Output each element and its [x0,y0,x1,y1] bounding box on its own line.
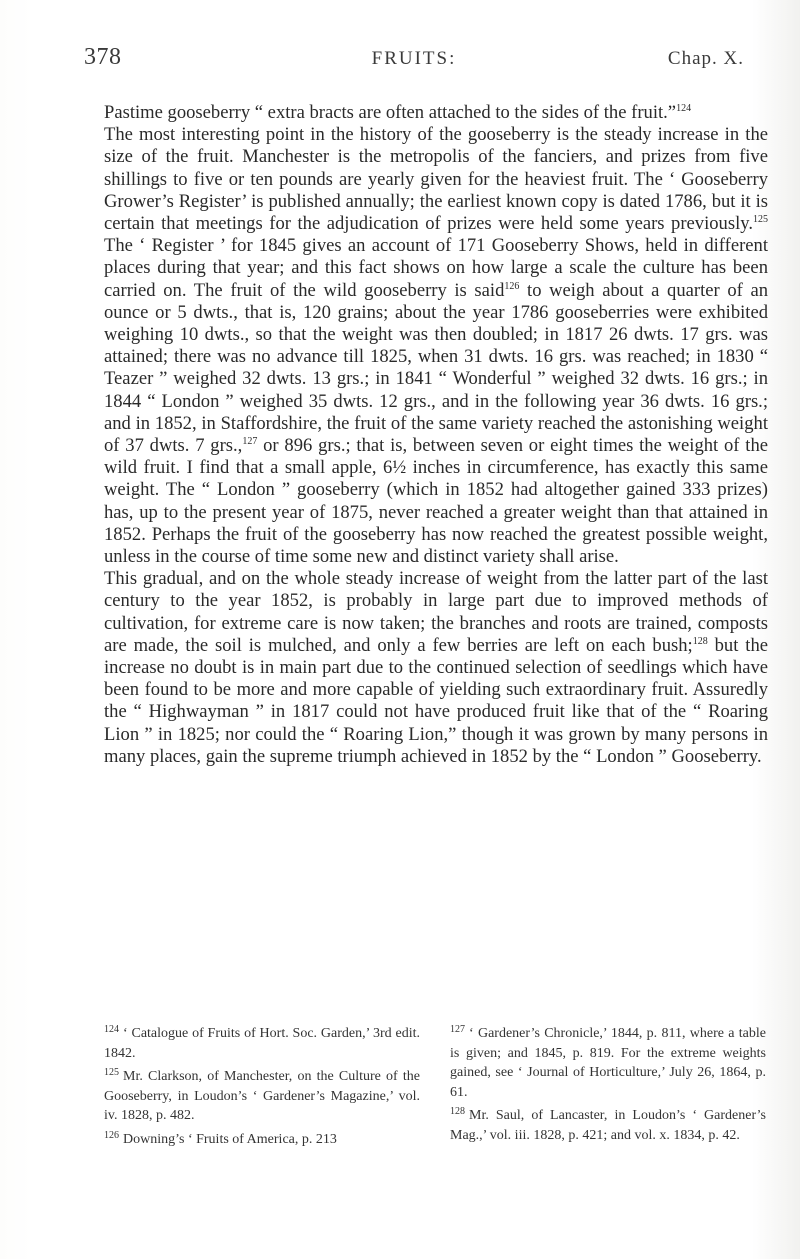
text-run: Pastime gooseberry “ extra bracts are often attached to the sides of the fruit.” [104,102,677,123]
footnote [450,1020,766,1102]
text-run: The ‘ Register ’ for 1845 gives an account of 171 Gooseberry Shows, held in different places during that year; and this fact shows on how large a scale the culture has been carried on. The fruit of the wild gooseberry is said [104,235,768,301]
chapter-label: Chap. X. [667,48,744,69]
footnote-text: ‘ Gardener’s Chronicle,’ 1844, p. 811, where a table is given; and 1845, p. 819. For the extreme weights gained, see ‘ Journal of Horticulture,’ July 26, 1864, p. 61. [450,1026,766,1100]
footnote-number: 126 [104,1129,119,1141]
footnote [450,1102,766,1145]
footnote-text: Mr. Clarkson, of Manchester, on the Culture of the Gooseberry, in Loudon’s ‘ Gardener’s Magazine,’ vol. iv. 1828, p. 482. [104,1069,420,1124]
footnote-ref: 125 [753,214,768,226]
footnotes-right-column [450,1020,766,1146]
footnote-ref: 128 [692,635,708,647]
page-number: 378 [84,44,122,70]
text-run: to weigh about a quarter of an ounce or 5 dwts., that is, 120 grains; about the year 1786 gooseberries were exhibited weighing 10 dwts., so that the weight was then doubled; in 1817 26 dwts. 17 grs. was attained; there was no advance till 1825, when 31 dwts. 16 grs. was reached; in 1830 “ Teazer ” weighed 32 dwts. 13 grs.; in 1841 “ Wonderful ” weighed 32 dwts. 16 grs.; in 1844 “ London ” weighed 35 dwts. 12 grs., and in the following year 36 dwts. 16 grs.; and in 1852, in Staffordshire, the fruit of the same variety reached the astonishing weight of 37 dwts. 7 grs., [104,279,768,457]
footnote-number: 124 [104,1024,119,1035]
footnote-number: 127 [450,1024,465,1035]
running-title: FRUITS: [371,48,457,69]
footnotes-left-column [104,1020,420,1150]
footnote-text: ‘ Catalogue of Fruits of Hort. Soc. Garden,’ 3rd edit. 1842. [104,1026,420,1061]
paragraph [104,124,768,568]
text-run: but the increase no doubt is in main part due to the continued selection of seedlings which have been found to be more and more capable of yielding such extraordinary fruit. Assuredly the “ Highwayman ” in 1817 could not have produced fruit like that of the “ Roaring Lion ” in 1825; nor could the “ Roaring Lion,” though it was grown by many persons in many places, gain the supreme triumph achieved in 1852 by the “ London ” Gooseberry. [104,634,768,767]
text-run: This gradual, and on the whole steady increase of weight from the latter part of the last century to the year 1852, is probably in large part due to improved methods of cultivation, for extreme care is now taken; the branches and roots are trained, composts are made, the soil is mulched, and only a few berries are left on each bush; [104,568,768,656]
footnote-text: Mr. Saul, of Lancaster, in Loudon’s ‘ Gardener’s Mag.,’ vol. iii. 1828, p. 421; and vol. x. 1834, p. 42. [450,1108,766,1143]
footnote [104,1020,420,1063]
text-run: or 896 grs.; that is, between seven or eight times the weight of the wild fruit. I find that a small apple, 6½ inches in circumference, has exactly this same weight. The “ London ” gooseberry (which in 1852 had altogether gained 333 prizes) has, up to the present year of 1875, never reached a greater weight than that attained in 1852. Perhaps the fruit of the gooseberry has now reached the greatest possible weight, unless in the course of time some new and distinct variety shall arise. [104,435,768,568]
footnote-ref: 127 [242,436,258,448]
paragraph [104,102,768,124]
text-run: The most interesting point in the history of the gooseberry is the steady increase in the size of the fruit. Manchester is the metropolis of the fanciers, and prizes from five shillings to five or ten pounds are yearly given for the heaviest fruit. The ‘ Gooseberry Grower’s Register’ is published annually; the earliest known copy is dated 1786, but it is certain that meetings for the adjudication of prizes were held some years previously. [104,124,768,235]
main-text [104,102,768,768]
footnote-ref: 124 [676,103,692,114]
paragraph [104,568,768,768]
footnote-number: 128 [450,1106,465,1118]
running-header [84,44,744,74]
footnote [104,1063,420,1126]
footnote-number: 125 [104,1067,119,1079]
footnote-text: Downing’s ‘ Fruits of America, p. 213 [123,1131,337,1147]
footnote [104,1126,420,1150]
footnote-ref: 126 [504,280,520,292]
